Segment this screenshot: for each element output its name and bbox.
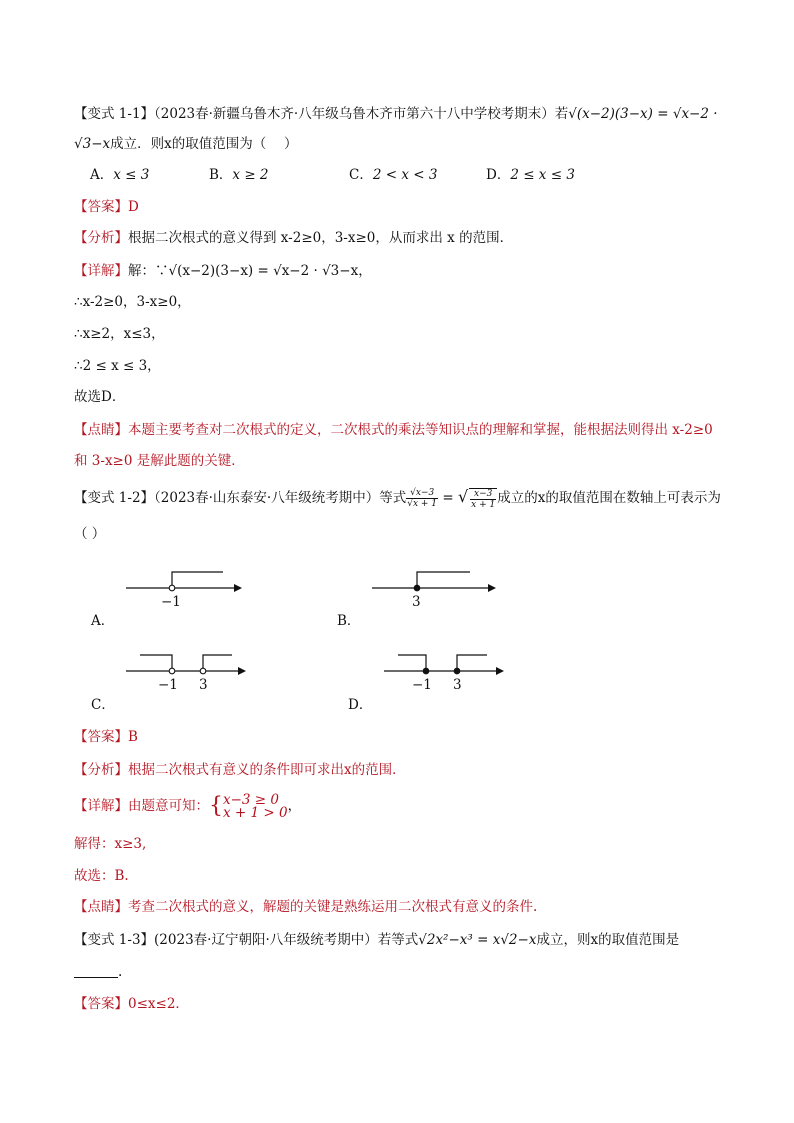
q2-analysis xyxy=(74,760,406,780)
q2-option-b-label[interactable]: B． xyxy=(337,613,361,629)
detail-tag: 【详解】 xyxy=(74,798,128,814)
answer-blank[interactable] xyxy=(74,963,118,978)
option-text: x ≤ 3 xyxy=(113,167,150,183)
q1-answer xyxy=(74,197,139,217)
option-label: B． xyxy=(209,167,233,183)
q3-stem-line1 xyxy=(74,930,679,950)
detail-text: 由题意可知： xyxy=(128,798,209,814)
q1-step: ∴x-2≥0，3-x≥0， xyxy=(74,294,191,310)
q2-tag: 【变式 1-2】 xyxy=(74,490,155,506)
comment-text: 本题主要考查对二次根式的定义，二次根式的乘法等知识点的理解和掌握，能根据法则得出 x-2≥0 xyxy=(128,422,713,438)
q3-eq-mid: = x xyxy=(472,932,501,948)
detail-text: 解：∵√(x−2)(3−x) = √x−2 · √3−x， xyxy=(128,263,372,279)
closed-point xyxy=(414,585,420,591)
analysis-tag: 【分析】 xyxy=(74,762,128,778)
analysis-text: 根据二次根式的意义得到 x-2≥0，3-x≥0，从而求出 x 的范围． xyxy=(128,230,514,246)
q1-comment-line1 xyxy=(74,420,713,440)
answer-value: 0≤x≤2． xyxy=(128,996,189,1012)
inequality-system xyxy=(223,791,288,821)
tick-label: −1 xyxy=(412,677,432,693)
tick-label: −1 xyxy=(161,594,181,610)
q1-option-c[interactable] xyxy=(349,165,437,185)
tick-label: −1 xyxy=(158,677,178,693)
q2-option-c-label[interactable]: C． xyxy=(91,697,115,713)
q2-frac-right xyxy=(469,488,497,510)
q1-step: 故选D． xyxy=(74,389,126,405)
range-bracket-left xyxy=(140,655,172,671)
analysis-tag: 【分析】 xyxy=(74,230,128,246)
q2-choose: 故选：B. xyxy=(74,868,129,884)
answer-tag: 【答案】 xyxy=(74,996,128,1012)
q2-paren: （ ） xyxy=(74,526,106,542)
q1-line2-text: 成立．则x的取值范围为（ ） xyxy=(110,136,298,152)
q1-step: ∴x≥2，x≤3， xyxy=(74,326,165,342)
option-text: 2 < x < 3 xyxy=(372,167,438,183)
q1-eq-right: √x−2 · xyxy=(672,106,718,122)
q2-option-d-label[interactable]: D． xyxy=(348,697,373,713)
tick-label: 3 xyxy=(453,677,462,693)
answer-tag: 【答案】 xyxy=(74,729,128,745)
open-point xyxy=(169,585,175,591)
q1-line2-sqrt: √3−x xyxy=(74,136,111,152)
closed-point xyxy=(423,668,429,674)
q1-option-a[interactable] xyxy=(90,165,149,185)
frac-denominator: x + 1 xyxy=(471,499,496,510)
option-text: 2 ≤ x ≤ 3 xyxy=(510,167,575,183)
open-point xyxy=(169,668,175,674)
open-point xyxy=(200,668,206,674)
range-bracket xyxy=(172,572,223,588)
comment-tag: 【点睛】 xyxy=(74,422,128,438)
q1-detail xyxy=(74,261,372,281)
closed-point xyxy=(454,668,460,674)
q2-frac-left xyxy=(406,488,438,509)
q3-answer xyxy=(74,994,189,1014)
analysis-text: 根据二次根式有意义的条件即可求出x的范围． xyxy=(128,762,406,778)
range-bracket-right xyxy=(203,655,232,671)
q1-step: ∴2 ≤ x ≤ 3， xyxy=(74,358,161,374)
comment-text: 考查二次根式的意义，解题的关键是熟练运用二次根式有意义的条件. xyxy=(128,899,538,915)
blank-tail: . xyxy=(118,964,123,980)
inequality-1: x−3 ≥ 0 xyxy=(223,791,279,808)
arrowhead xyxy=(496,667,504,675)
q1-option-b[interactable] xyxy=(209,165,269,185)
q2-solve: 解得：x≥3, xyxy=(74,836,147,852)
q1-comment-line2: 和 3-x≥0 是解此题的关键． xyxy=(74,453,245,469)
option-text: x ≥ 2 xyxy=(232,167,269,183)
q3-text-after: 成立，则x的取值范围是 xyxy=(536,932,680,948)
q1-eq-sign: = xyxy=(652,106,673,122)
q1-stem-line1 xyxy=(74,104,718,124)
option-label: C． xyxy=(349,167,373,183)
q2-comment xyxy=(74,897,537,917)
q3-eq-left: √2x²−x³ xyxy=(418,932,473,948)
q2-numberline-c xyxy=(118,648,258,698)
q1-stem-line2 xyxy=(74,134,298,154)
arrowhead xyxy=(488,584,496,592)
q2-numberline-b xyxy=(360,565,500,615)
inequality-2: x + 1 > 0 xyxy=(223,804,288,821)
q2-answer xyxy=(74,727,138,747)
q2-stem-line1: 【变式 1-2】（2023春·山东泰安·八年级统考期中）等式 $\frac{√x-3}{√x + 1}$ = √ $\frac{x-3}{x + 1}$ 成立的x的取值范围在数轴上可表示为 xyxy=(74,487,721,510)
q2-option-a-label[interactable]: A． xyxy=(91,613,115,629)
answer-value: B xyxy=(128,729,138,745)
q3-eq-right: √2−x xyxy=(500,932,537,948)
range-bracket xyxy=(417,572,470,588)
detail-tag: 【详解】 xyxy=(74,263,128,279)
q1-eq-left: √(x−2)(3−x) xyxy=(568,106,653,122)
range-bracket-right xyxy=(457,655,487,671)
answer-value: D xyxy=(128,199,139,215)
q1-option-d[interactable] xyxy=(486,165,575,185)
q1-source: （2023春·新疆乌鲁木齐·八年级乌鲁木齐市第六十八中学校考期末）若 xyxy=(154,106,569,122)
arrowhead xyxy=(238,667,246,675)
arrowhead xyxy=(234,584,242,592)
frac-denominator: √x + 1 xyxy=(407,499,438,509)
tick-label: 3 xyxy=(199,677,208,693)
frac-numerator: x−3 xyxy=(470,489,496,500)
q2-text-after: 成立的x的取值范围在数轴上可表示为 xyxy=(497,490,721,506)
q2-source: （2023春·山东泰安·八年级统考期中）等式 xyxy=(154,490,407,506)
q2-detail: 【详解】由题意可知：{ x−3 ≥ 0 x + 1 > 0 ， xyxy=(74,791,302,821)
q1-tag: 【变式 1-1】 xyxy=(74,106,155,122)
comment-tag: 【点睛】 xyxy=(74,899,128,915)
tick-label: 3 xyxy=(412,594,421,610)
q3-tag: 【变式 1-3】 xyxy=(74,932,155,948)
q1-analysis xyxy=(74,228,513,248)
answer-tag: 【答案】 xyxy=(74,199,128,215)
option-label: A． xyxy=(90,167,114,183)
q2-eq-sign: = xyxy=(438,490,458,506)
q3-stem-line2 xyxy=(74,962,122,982)
q3-source: (2023春·辽宁朝阳·八年级统考期中）若等式 xyxy=(154,932,419,948)
range-bracket-left xyxy=(398,655,426,671)
frac-numerator: √x−3 xyxy=(406,488,438,499)
detail-tail: ， xyxy=(287,798,302,814)
q2-numberline-d xyxy=(380,648,520,698)
option-label: D． xyxy=(486,167,511,183)
